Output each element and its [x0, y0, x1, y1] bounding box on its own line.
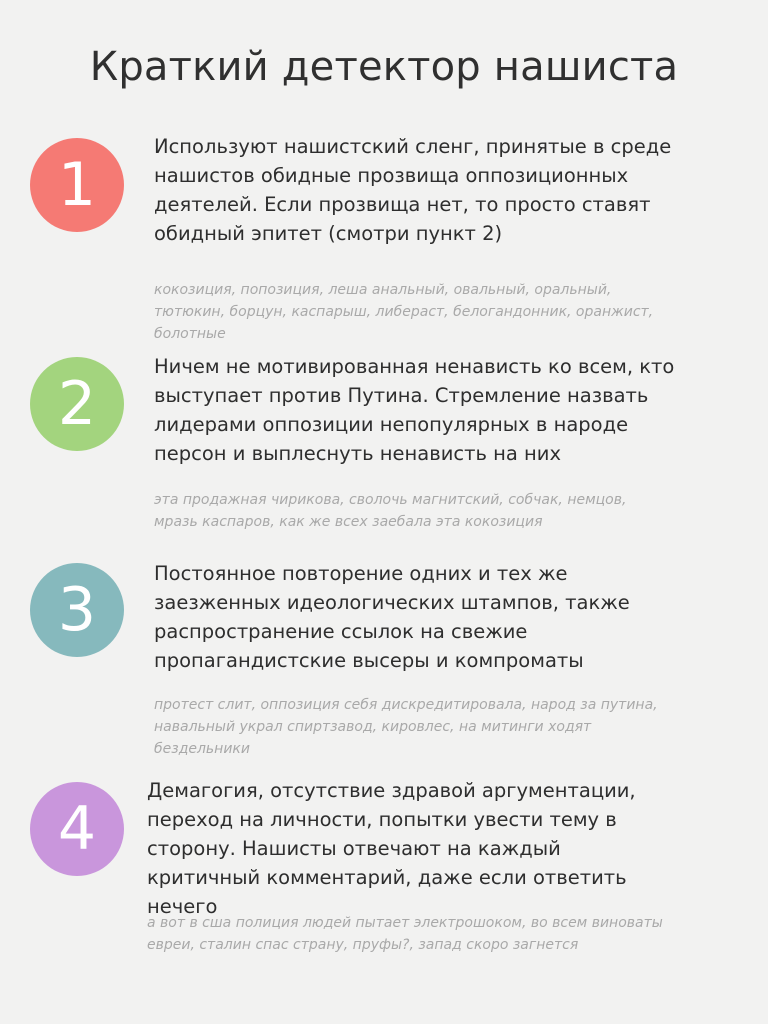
item-description-4: Демагогия, отсутствие здравой аргументации, переход на личности, попытки увести тему в сторону. Нашисты отвечают на каждый критичный комментарий, даже если ответить нечего: [147, 779, 636, 918]
number-badge-3: 3: [30, 563, 124, 657]
number-badge-4: 4: [30, 782, 124, 876]
page-title: Краткий детектор нашиста: [89, 44, 679, 90]
item-examples-1: кокозиция, попозиция, леша анальный, овальный, оральный, тютюкин, борцун, каспарыш, либераст, белогандонник, оранжист, болотные: [154, 282, 654, 342]
number-badge-1: 1: [30, 138, 124, 232]
number-badge-2: 2: [30, 357, 124, 451]
item-description-1: Используют нашистский сленг, принятые в среде нашистов обидные прозвища оппозиционных деятелей. Если прозвища нет, то просто ставят обидный эпитет (смотри пункт 2): [154, 135, 672, 245]
item-examples-4: а вот в сша полиция людей пытает электрошоком, во всем виноваты евреи, сталин спас страну, пруфы?, запад скоро загнется: [147, 915, 663, 953]
item-examples-3: протест слит, оппозиция себя дискредитировала, народ за путина, навальный украл спиртзавод, кировлес, на митинги ходят бездельники: [154, 697, 658, 757]
item-description-2: Ничем не мотивированная ненависть ко всем, кто выступает против Путина. Стремление назвать лидерами оппозиции непопулярных в народе персон и выплеснуть ненависть на них: [154, 355, 675, 465]
item-examples-2: эта продажная чирикова, сволочь магнитский, собчак, немцов, мразь каспаров, как же всех заебала эта кокозиция: [154, 492, 627, 530]
item-description-3: Постоянное повторение одних и тех же заезженных идеологических штампов, также распространение ссылок на свежие пропагандистские высеры и компроматы: [154, 562, 630, 672]
